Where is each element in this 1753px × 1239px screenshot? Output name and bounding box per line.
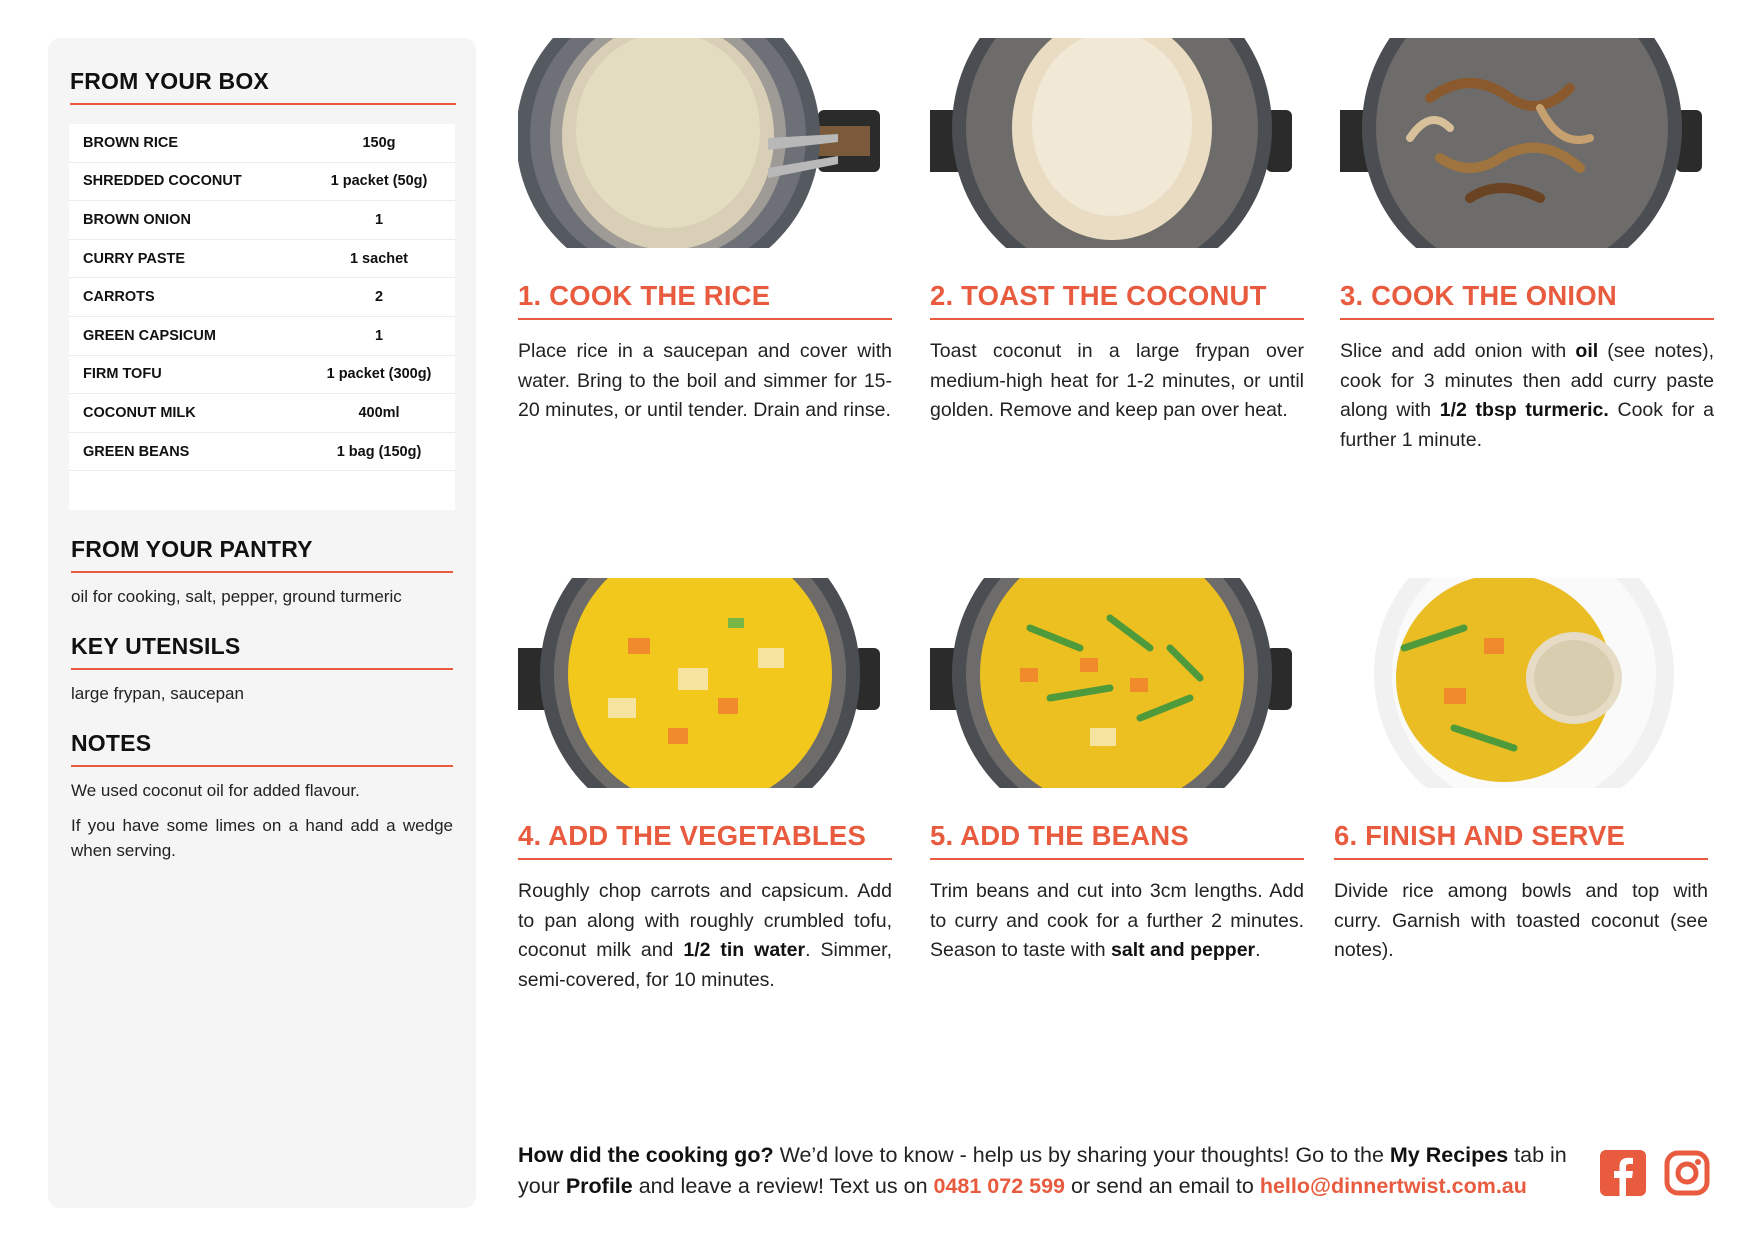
step-text: Roughly chop carrots and capsicum. Add to pan along with roughly crumbled tofu, coconut milk and (518, 880, 892, 961)
ingredient-name: BROWN ONION (83, 211, 191, 228)
ingredient-qty: 1 packet (50g) (330, 173, 428, 190)
step-4-title: 4. ADD THE VEGETABLES (518, 820, 892, 860)
step-text: Trim beans and cut into 3cm lengths. Add to curry and cook for a further 2 minutes. Season to taste with (930, 880, 1304, 961)
ingredient-name: CARROTS (83, 289, 155, 306)
step-text-bold: 1/2 tbsp turmeric. (1439, 399, 1609, 421)
step-text: Cook for a further 1 minute. (1340, 399, 1714, 451)
footer-text: We’d love to know - help us by sharing your thoughts! Go to the (773, 1143, 1390, 1167)
ingredient-qty: 1 (374, 211, 384, 228)
table-row (69, 394, 455, 433)
step-4-photo (518, 578, 880, 788)
note-paragraph: If you have some limes on a hand add a wedge when serving. (71, 816, 453, 860)
table-row (69, 317, 455, 356)
utensils-heading: KEY UTENSILS (71, 633, 453, 670)
table-row (69, 163, 455, 202)
ingredient-qty: 1 sachet (349, 250, 409, 267)
email-link[interactable]: hello@dinnertwist.com.au (1259, 1174, 1527, 1198)
ingredient-qty: 1 (374, 327, 384, 344)
profile-label: Profile (565, 1174, 633, 1198)
step-text: Divide rice among bowls and top with curry. Garnish with toasted coconut (see notes). (1334, 880, 1708, 961)
pantry-text: oil for cooking, salt, pepper, ground turmeric (71, 587, 402, 606)
step-1-body (518, 337, 892, 426)
step-3-title: 3. COOK THE ONION (1340, 280, 1714, 320)
step-4-body (518, 877, 892, 995)
table-row (69, 124, 455, 163)
ingredient-name: CURRY PASTE (83, 250, 186, 267)
note-paragraph: We used coconut oil for added flavour. (71, 781, 360, 800)
footer-text: and leave a review! Text us on (632, 1174, 934, 1198)
ingredient-qty: 1 bag (150g) (336, 443, 422, 460)
ingredient-qty: 150g (362, 134, 396, 151)
footer-text: or send an email to (1065, 1174, 1260, 1198)
step-text: (see notes), cook for 3 minutes then add curry paste along with (1340, 340, 1714, 421)
step-text-bold: salt and pepper (1111, 939, 1256, 961)
step-6-title: 6. FINISH AND SERVE (1334, 820, 1708, 860)
ingredient-qty: 1 packet (300g) (326, 366, 432, 383)
ingredient-qty: 400ml (358, 404, 400, 421)
notes-heading: NOTES (71, 730, 453, 767)
instagram-icon[interactable] (1664, 1150, 1710, 1201)
step-6-photo (1334, 578, 1696, 788)
table-row (69, 278, 455, 317)
coconut-pan-image (930, 38, 1292, 248)
step-text: Place rice in a saucepan and cover with water. Bring to the boil and simmer for 15-20 minutes, or until tender. Drain and rinse. (518, 340, 892, 421)
utensils-text: large frypan, saucepan (71, 684, 244, 703)
step-5-photo (930, 578, 1292, 788)
table-row (69, 356, 455, 395)
onion-pan-image (1340, 38, 1702, 248)
step-3-photo (1340, 38, 1702, 248)
step-text: Toast coconut in a large frypan over medium-high heat for 1-2 minutes, or until golden. Remove and keep pan over heat. (930, 340, 1304, 421)
ingredient-name: GREEN BEANS (83, 443, 190, 460)
ingredient-name: SHREDDED COCONUT (83, 173, 242, 190)
phone-link[interactable]: 0481 072 599 (933, 1174, 1066, 1198)
step-5-title: 5. ADD THE BEANS (930, 820, 1304, 860)
notes-text (71, 778, 453, 873)
step-2-body (930, 337, 1304, 426)
footer-text: tab in your (518, 1143, 1567, 1198)
step-text: Slice and add onion with (1340, 340, 1576, 362)
ingredients-panel (48, 38, 476, 1208)
table-row (69, 433, 455, 472)
table-row (69, 240, 455, 279)
step-text-bold: 1/2 tin water (683, 939, 806, 961)
ingredient-name: GREEN CAPSICUM (83, 327, 216, 344)
step-2-photo (930, 38, 1292, 248)
table-row (69, 201, 455, 240)
step-3-body (1340, 337, 1714, 455)
rice-strainer-image (518, 38, 880, 248)
step-1-photo (518, 38, 880, 248)
ingredients-table (69, 124, 455, 510)
ingredient-qty: 2 (374, 289, 384, 306)
ingredient-name: BROWN RICE (83, 134, 179, 151)
step-1-title: 1. COOK THE RICE (518, 280, 892, 320)
step-text: . Simmer, semi-covered, for 10 minutes. (518, 939, 892, 991)
feedback-footer (518, 1140, 1578, 1202)
finished-bowl-image (1334, 578, 1696, 788)
step-5-body (930, 877, 1304, 966)
ingredient-name: FIRM TOFU (83, 366, 162, 383)
feedback-question: How did the cooking go? (518, 1143, 774, 1167)
ingredient-name: COCONUT MILK (83, 404, 196, 421)
step-2-title: 2. TOAST THE COCONUT (930, 280, 1304, 320)
step-text: . (1255, 939, 1261, 961)
step-6-body (1334, 877, 1708, 966)
facebook-icon[interactable] (1600, 1150, 1646, 1201)
my-recipes-label: My Recipes (1389, 1143, 1509, 1167)
beans-curry-image (930, 578, 1292, 788)
vegetable-curry-image (518, 578, 880, 788)
pantry-heading: FROM YOUR PANTRY (71, 536, 453, 573)
from-your-box-heading: FROM YOUR BOX (70, 68, 456, 105)
step-text-bold: oil (1575, 340, 1599, 362)
